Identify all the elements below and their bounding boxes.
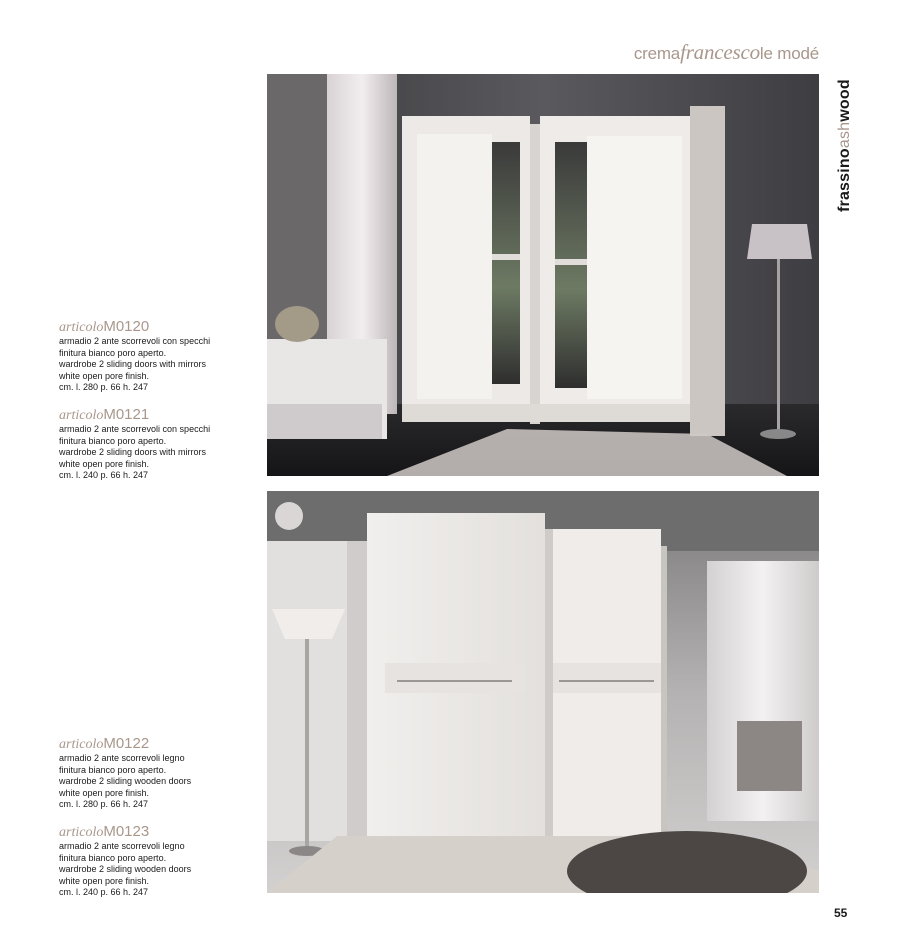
collection-label-wood: wood xyxy=(836,79,853,122)
brand-suffix: le modé xyxy=(759,44,819,63)
collection-label-frassino: frassino xyxy=(836,148,853,212)
product-desc-line: finitura bianco poro aperto. xyxy=(59,347,167,358)
photo-wardrobe-wooden xyxy=(267,491,819,893)
product-code: articoloM0120 xyxy=(59,318,150,335)
product-code: articoloM0123 xyxy=(59,823,150,840)
product-dimensions: cm. l. 280 p. 66 h. 247 xyxy=(59,799,149,810)
product-desc-line: finitura bianco poro aperto. xyxy=(59,435,167,446)
product-desc-line: armadio 2 ante scorrevoli con specchi xyxy=(59,336,211,346)
brand-prefix: crema xyxy=(633,44,681,63)
brand-script: francesco xyxy=(680,40,760,64)
product-desc-line: white open pore finish. xyxy=(59,875,150,886)
product-m0122 xyxy=(59,735,259,811)
product-m0120 xyxy=(59,318,259,394)
product-desc-line: wardrobe 2 sliding wooden doors xyxy=(59,864,192,875)
product-dimensions: cm. l. 240 p. 66 h. 247 xyxy=(59,887,149,898)
product-desc-line: armadio 2 ante scorrevoli legno xyxy=(59,753,185,763)
product-m0121 xyxy=(59,406,259,482)
product-desc-line: wardrobe 2 sliding doors with mirrors xyxy=(59,447,207,458)
product-desc-line: armadio 2 ante scorrevoli legno xyxy=(59,841,185,851)
product-desc-line: white open pore finish. xyxy=(59,370,150,381)
product-desc-line: wardrobe 2 sliding wooden doors xyxy=(59,776,192,787)
product-desc-line: white open pore finish. xyxy=(59,458,150,469)
page-number: 55 xyxy=(834,906,848,920)
product-desc-line: wardrobe 2 sliding doors with mirrors xyxy=(59,359,207,370)
product-code: articoloM0121 xyxy=(59,406,150,423)
product-desc-line: finitura bianco poro aperto. xyxy=(59,852,167,863)
product-desc-line: white open pore finish. xyxy=(59,787,150,798)
product-m0123 xyxy=(59,823,259,899)
product-code: articoloM0122 xyxy=(59,735,150,752)
collection-label xyxy=(836,79,854,212)
product-dimensions: cm. l. 280 p. 66 h. 247 xyxy=(59,382,149,393)
product-desc-line: armadio 2 ante scorrevoli con specchi xyxy=(59,424,211,434)
product-dimensions: cm. l. 240 p. 66 h. 247 xyxy=(59,470,149,481)
collection-label-ash: ash xyxy=(836,121,853,149)
product-desc-line: finitura bianco poro aperto. xyxy=(59,764,167,775)
brand-logo xyxy=(634,40,819,65)
photo-wardrobe-mirrors xyxy=(267,74,819,476)
